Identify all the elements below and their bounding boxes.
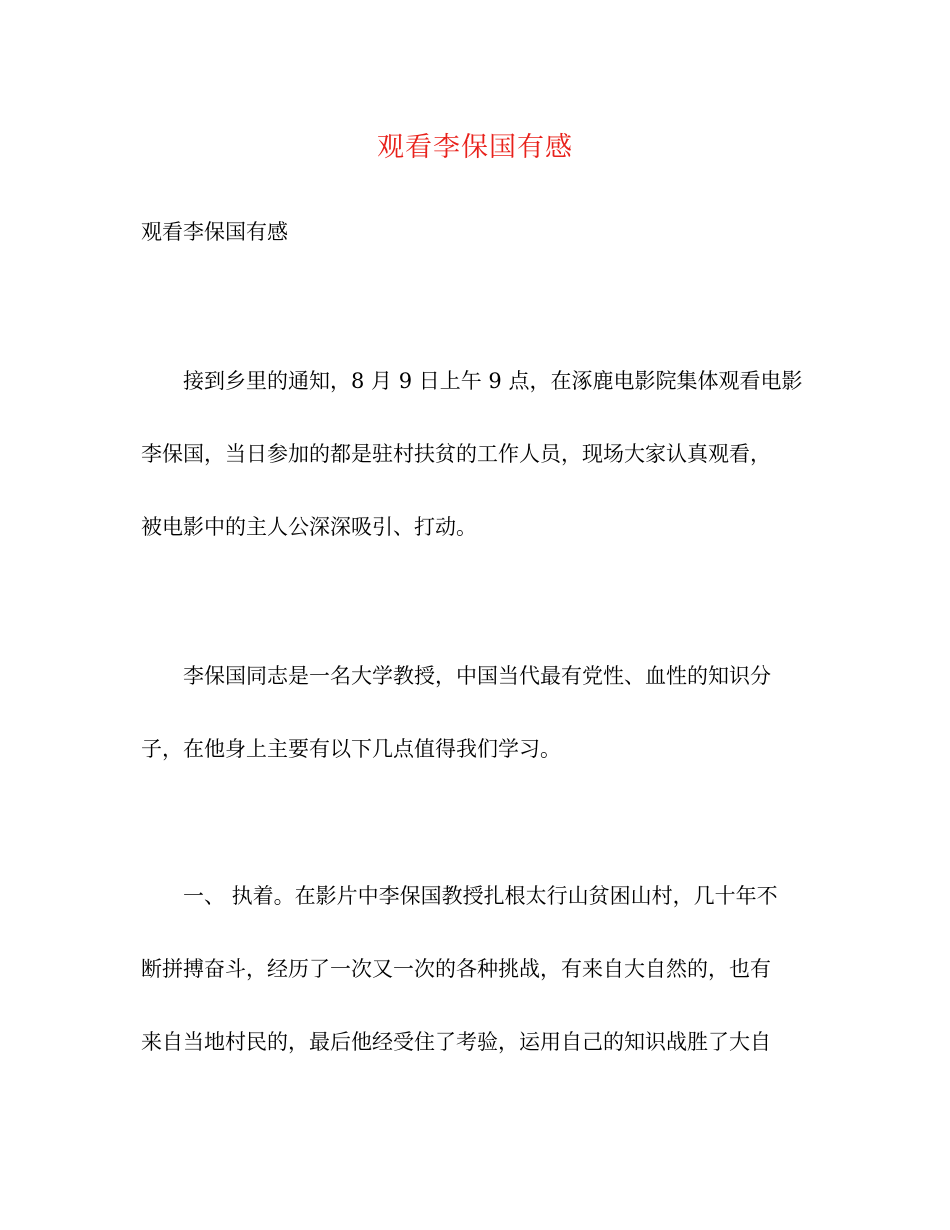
paragraph-line: 来自当地村民的，最后他经受住了考验，运用自己的知识战胜了大自 (141, 1030, 771, 1054)
paragraph-line: 李保国同志是一名大学教授，中国当代最有党性、血性的知识分 (183, 664, 771, 688)
paragraph-3 (141, 860, 811, 1079)
paragraph-line: 断拼搏奋斗，经历了一次又一次的各种挑战，有来自大自然的，也有 (141, 957, 771, 981)
document-subtitle: 观看李保国有感 (141, 220, 288, 244)
paragraph-line: 李保国，当日参加的都是驻村扶贫的工作人员，现场大家认真观看， (141, 442, 771, 466)
paragraph-line: 子，在他身上主要有以下几点值得我们学习。 (141, 737, 561, 761)
paragraph-line: 一、 执着。在影片中李保国教授扎根太行山贫困山村，几十年不 (183, 884, 778, 908)
paragraph-line: 接到乡里的通知，8 月 9 日上午 9 点，在涿鹿电影院集体观看电影 (183, 369, 803, 393)
paragraph-line: 被电影中的主人公深深吸引、打动。 (141, 515, 477, 539)
paragraph-1 (141, 345, 811, 564)
paragraph-2 (141, 640, 811, 786)
document-title: 观看李保国有感 (377, 132, 573, 163)
